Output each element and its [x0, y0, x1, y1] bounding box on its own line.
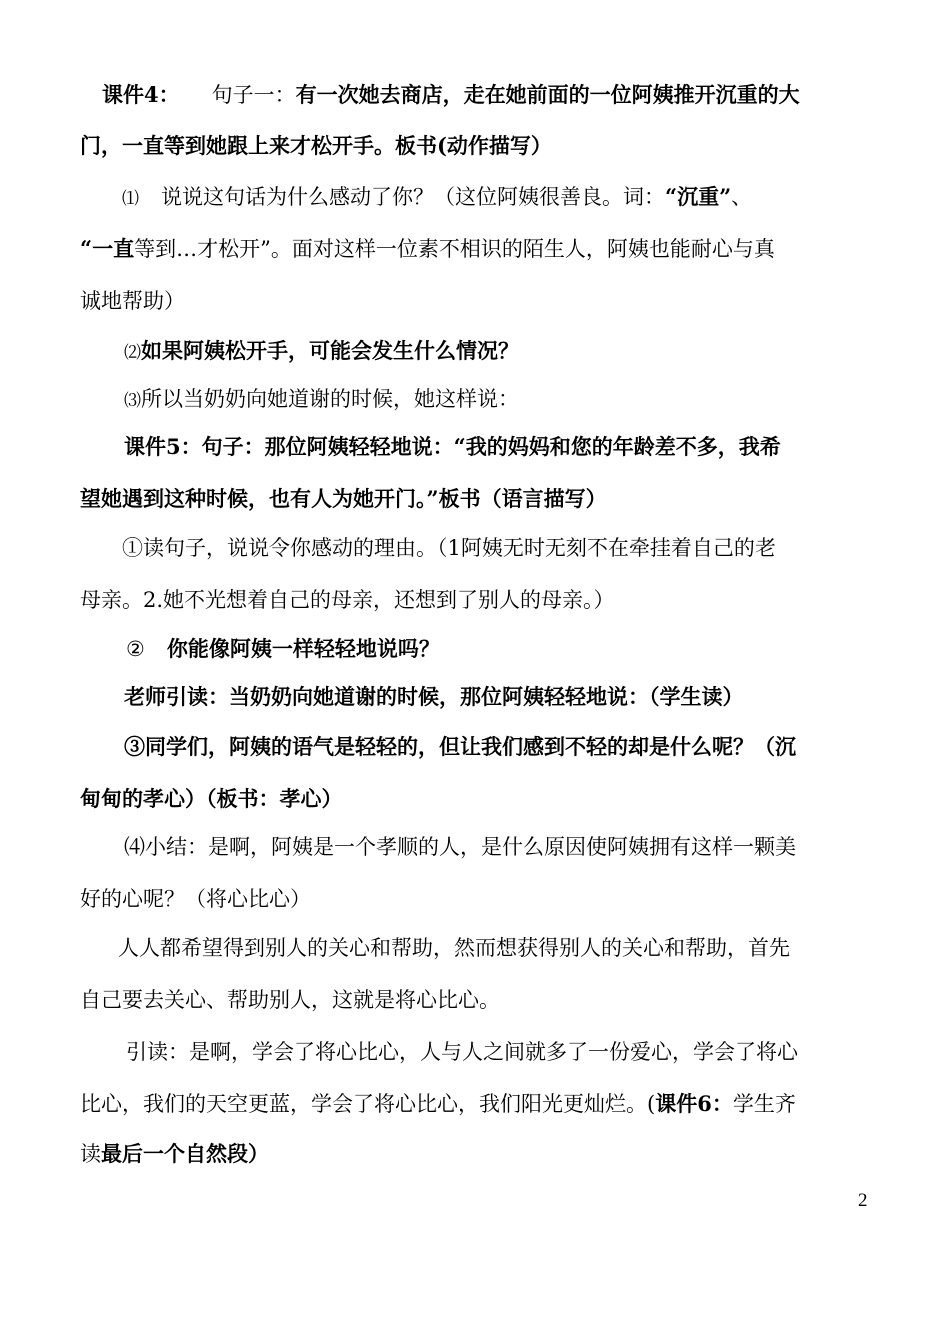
- paragraph-line: [80, 234, 872, 264]
- paragraph-line: [124, 432, 872, 462]
- paragraph-line: [124, 832, 872, 862]
- courseware-label: 课件4：: [102, 82, 180, 107]
- text-span: ⑷小结：是啊，阿姨是一个孝顺的人，是什么原因使阿姨拥有这样一颗美: [124, 835, 796, 859]
- text-span: “沉重”: [665, 184, 732, 209]
- paragraph-line: [122, 182, 872, 214]
- text-span: 所以当奶奶向她道谢的时候，她这样说：: [141, 387, 519, 411]
- paragraph-line: [126, 634, 872, 664]
- text-span: 甸甸的孝心）（板书：孝心）: [80, 786, 343, 811]
- text-span: 、: [731, 185, 753, 209]
- paragraph-line: [80, 286, 872, 316]
- paragraph-line: [118, 933, 872, 963]
- text-span: ①读句子，说说令你感动的理由。（1阿姨无时无刻不在牵挂着自己的老: [122, 536, 776, 560]
- list-number: ⑴: [122, 189, 139, 209]
- paragraph-line: [80, 484, 872, 514]
- text-span: (动作描写）: [437, 133, 552, 158]
- paragraph-line: [124, 384, 872, 416]
- paragraph-line: [124, 682, 872, 712]
- text-span: 句子一：: [211, 83, 296, 107]
- text-span: 诚地帮助）: [80, 289, 185, 313]
- text-span: 比心，我们的天空更蓝，学会了将心比心，我们阳光更灿烂。(: [80, 1092, 656, 1116]
- text-span: 望她遇到这种时候，也有人为她开门。”板书（语言描写）: [80, 486, 607, 511]
- text-span: 好的心呢？（将心比心）: [80, 887, 311, 911]
- text-span: 母亲。2.她不光想着自己的母亲，还想到了别人的母亲。）: [80, 588, 615, 612]
- paragraph-line: [122, 533, 872, 563]
- page-number: 2: [858, 1190, 868, 1211]
- paragraph-line: [124, 336, 872, 368]
- text-span: ③同学们，阿姨的语气是轻轻的，但让我们感到不轻的却是什么呢？（沉: [124, 734, 796, 759]
- text-span: 有一次她去商店，走在她前面的一位阿姨推开沉重的大: [295, 82, 800, 107]
- list-number: ②: [126, 637, 145, 661]
- list-number: ⑶: [124, 391, 141, 411]
- text-span: “一直: [80, 236, 135, 261]
- paragraph-line: [126, 1037, 872, 1067]
- text-span: 等到…才松开”。面对这样一位素不相识的陌生人，阿姨也能耐心与真: [134, 237, 775, 261]
- courseware-label: 课件6：: [655, 1091, 733, 1116]
- text-span: 说说这句话为什么感动了你？（这位阿姨很善良。词：: [161, 185, 665, 209]
- paragraph-line: [80, 1139, 872, 1169]
- text-span: 如果阿姨松开手，可能会发生什么情况？: [141, 338, 519, 363]
- paragraph-line: [124, 732, 872, 762]
- text-span: 人人都希望得到别人的关心和帮助，然而想获得别人的关心和帮助，首先: [118, 936, 790, 960]
- paragraph-line: [80, 131, 872, 161]
- text-span: 引读：是啊，学会了将心比心，人与人之间就多了一份爱心，学会了将心: [126, 1040, 798, 1064]
- text-span: 老师引读：当奶奶向她道谢的时候，那位阿姨轻轻地说：（学生读）: [124, 684, 744, 709]
- paragraph-line: [80, 884, 872, 914]
- text-span: 课件5：句子：那位阿姨轻轻地说：“我的妈妈和您的年龄差不多，我希: [124, 434, 781, 459]
- paragraph-line: [80, 1089, 872, 1119]
- paragraph-line: [80, 985, 872, 1015]
- paragraph-line: [80, 585, 872, 615]
- text-span: 自己要去关心、帮助别人，这就是将心比心。: [80, 988, 500, 1012]
- text-span: 学生齐: [732, 1092, 796, 1116]
- text-span: 最后一个自然段）: [101, 1141, 269, 1166]
- paragraph-line: [80, 784, 872, 814]
- paragraph-line: [80, 80, 872, 110]
- text-span: 读: [80, 1142, 101, 1166]
- text-span: 门，一直等到她跟上来才松开手。板书: [80, 133, 437, 158]
- list-number: ⑵: [124, 343, 141, 363]
- text-span: 你能像阿姨一样轻轻地说吗？: [166, 636, 440, 661]
